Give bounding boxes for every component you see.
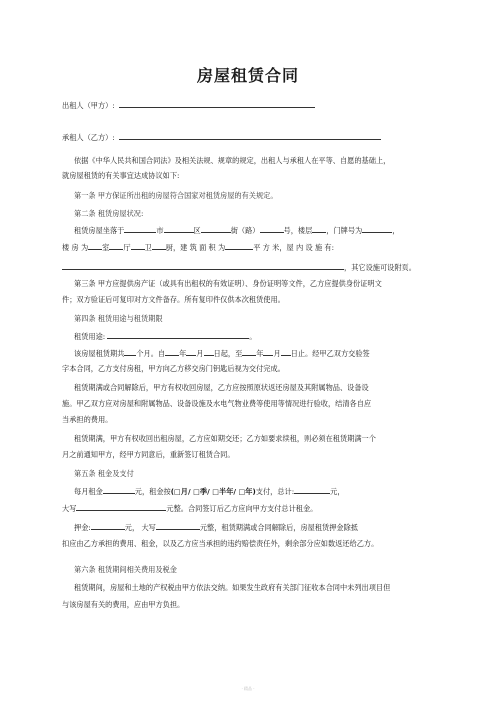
article-4-p3-line-1: 租赁期满，甲方有权收回出租房屋，乙方应如期交还；乙方如要求续租，则必须在租赁期满一个	[74, 434, 376, 443]
lessor-blank[interactable]	[119, 100, 315, 108]
article-4-period-2: 字本合同，乙方支付房租，甲方向乙方移交房门钥匙后视为交付完成。	[62, 364, 285, 373]
article-4-p3-line-2: 月之前通知甲方，经甲方同意后，重新签订租赁合同。	[62, 450, 235, 459]
article-2-line-3: ，其它设施可设附页。	[62, 262, 440, 273]
article-4-p2-line-3: 当承担的费用。	[62, 415, 113, 424]
article-3-line-2: 件；双方验证后可复印对方文件备存。所有复印件仅供本次租赁使用。	[62, 295, 285, 304]
article-5-line-2: 大写 元整。合同签订后乙方应向甲方支付总计租金。	[62, 504, 318, 513]
lessee-label: 承租人（乙方）:	[62, 133, 115, 142]
article-6-heading: 第六条 租赁期间相关费用及税金	[74, 565, 177, 574]
article-2-line-1: 租赁房屋坐落于 市 区 街（路） 号，楼层 ，门牌号为 ，	[74, 226, 400, 235]
article-2-line-2: 楼 房 为 室 厅 卫 厨，建 筑 面 积 为 平 方 米，屋 内 设 施 有:	[62, 243, 335, 252]
article-4-p2-line-2: 施。甲乙双方应对房屋和附属物品、设备设施及水电气物业费等使用等情况进行验收，结清各自应	[62, 399, 372, 408]
facilities-blank[interactable]	[62, 262, 344, 270]
article-5-line-1: 每月租金 元，租金按(□月/ □季/ □半年/ □年)支付，总计: 元，	[74, 487, 345, 496]
article-4-p2-line-1: 租赁期满或合同解除后，甲方有权收回房屋，乙方应按照原状返还房屋及其附属物品、设备设	[74, 383, 369, 392]
article-6-line-1: 租赁期间，房屋和土地的产权税由甲方依法交纳。如果发生政府有关部门征收本合同中未列出项目但	[74, 583, 391, 592]
article-4-heading: 第四条 租赁用途与租赁期限	[74, 314, 163, 323]
article-6-line-2: 与该房屋有关的费用，应由甲方负担。	[62, 600, 185, 609]
page-title: 房屋租赁合同	[196, 66, 299, 85]
lessor-label: 出租人（甲方）:	[62, 101, 115, 110]
total-rent-blank[interactable]	[294, 486, 330, 494]
article-5-heading: 第五条 租金及支付	[74, 469, 134, 478]
page-footer: · 精品 ·	[241, 686, 255, 691]
intro-line-2: 就房屋租赁的有关事宜达成协议如下:	[62, 171, 180, 180]
deposit-blank[interactable]	[91, 522, 125, 530]
monthly-rent-blank[interactable]	[103, 486, 135, 494]
article-5-line-3: 押金: 元， 大写 元整，租赁期满或合同解除后，房屋租赁押金除抵	[74, 523, 358, 532]
lessee-field	[62, 132, 440, 143]
article-4-period: 该房屋租赁期共 个月。自 年 月 日起，至 年 月 日止。经甲乙双方交验签	[74, 349, 370, 358]
lessor-field	[62, 100, 440, 111]
deposit-words-blank[interactable]	[156, 522, 200, 530]
article-3-line-1: 第三条 甲方应提供房产证（或具有出租权的有效证明）、身份证明等文件，乙方应提供身份证明文	[74, 279, 382, 288]
article-2-heading: 第二条 租赁房屋状况:	[74, 209, 144, 218]
article-1: 第一条 甲方保证所出租的房屋符合国家对租赁房屋的有关规定。	[74, 191, 278, 200]
article-4-use: 租赁用途: 。	[74, 332, 257, 341]
total-rent-words-blank[interactable]	[76, 503, 166, 511]
intro-line-1: 依据《中华人民共和国合同法》及相关法规、规章的规定，出租人与承租人在平等、自愿的基础上，	[74, 156, 391, 165]
lessee-blank[interactable]	[119, 132, 381, 140]
article-5-line-4: 扣应由乙方承担的费用、租金，以及乙方应当承担的违约赔偿责任外，剩余部分应如数返还给乙方。	[62, 539, 379, 548]
use-blank[interactable]	[107, 331, 249, 339]
